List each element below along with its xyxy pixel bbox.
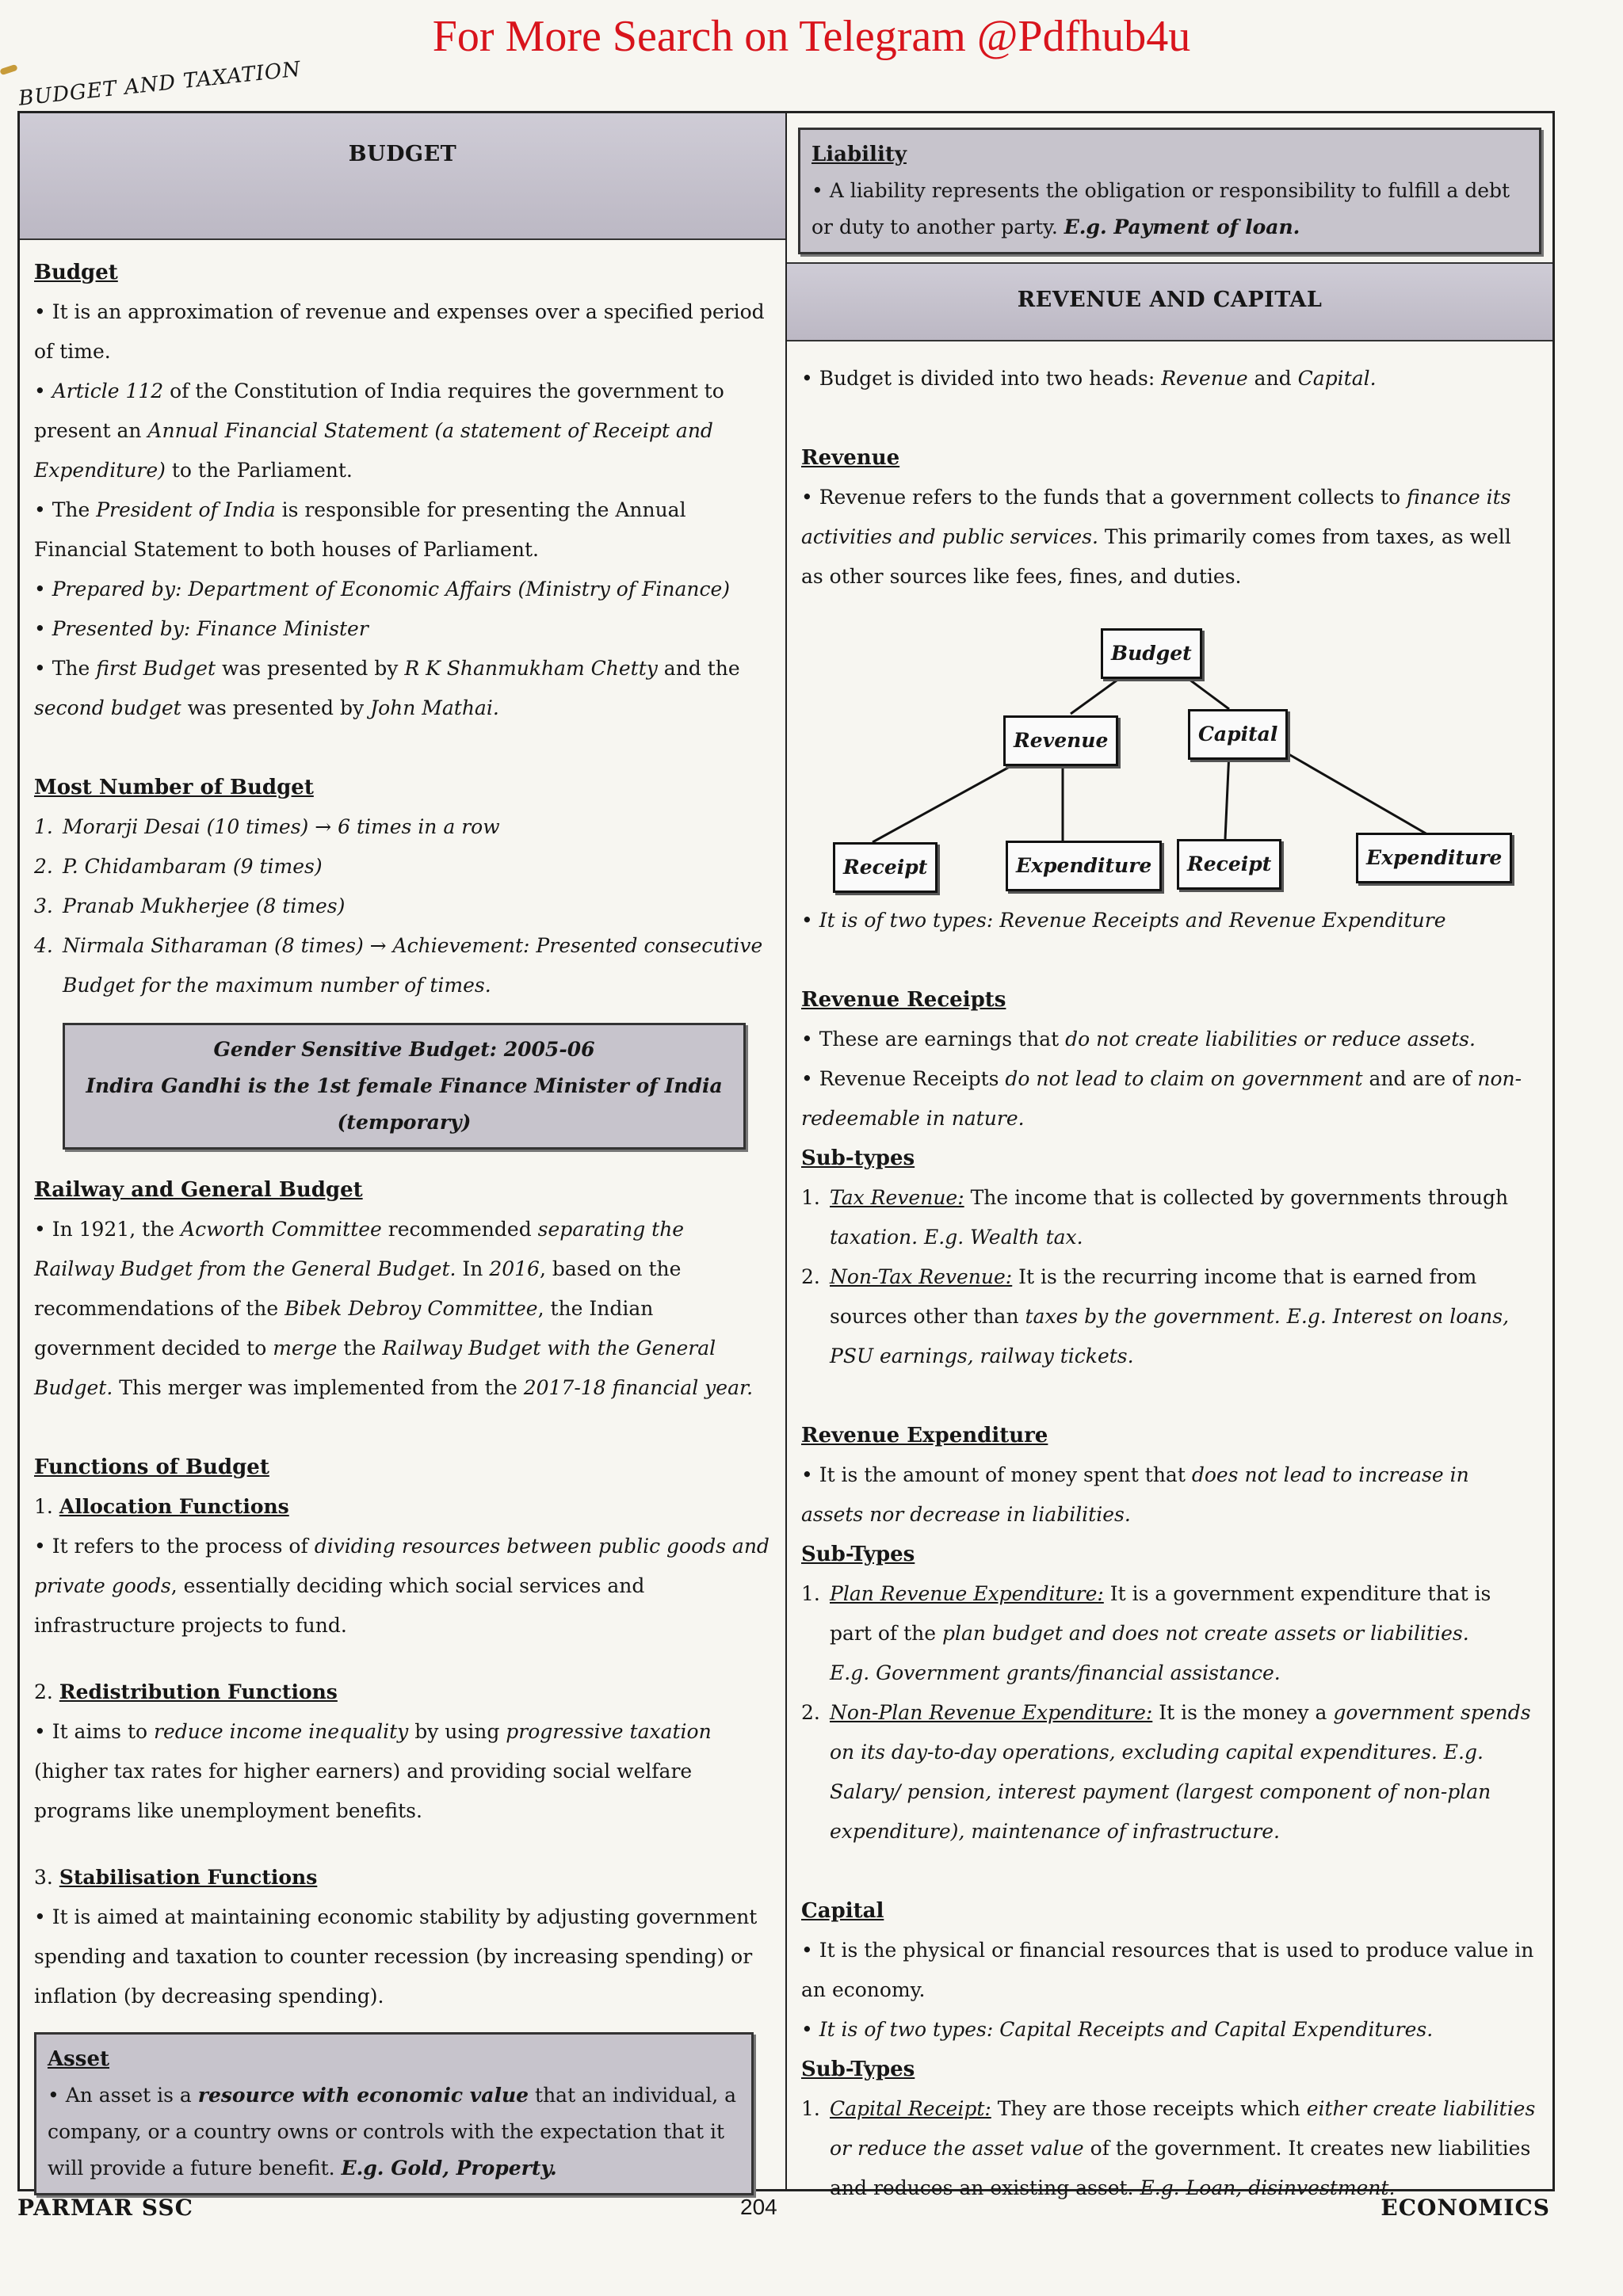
node-budget: Budget [1101,628,1202,679]
page-number: 204 [740,2195,777,2219]
revenue-definition: • Revenue refers to the funds that a government collects to finance its activities and public services. This primarily comes from taxes, as well as other sources like fees, fines, and duties. [801,486,1511,588]
connector-revenue-receipt [873,755,1031,842]
budget-tree-diagram [801,605,1537,890]
president-line: • The President of India is responsible for presenting the Annual Financial Statement to both houses of Parliament. [34,498,686,561]
article-112: • Article 112 of the Constitution of India requires the government to present an Annual Financial Statement (a statement of Receipt and Expenditure) to the Parliament. [34,379,724,482]
redistribution-text: • It aims to reduce income inequality by using progressive taxation (higher tax rates for higher earners) and providing social welfare programs like unemployment benefits. [34,1720,712,1822]
revenue-capital-section [787,359,1552,2208]
allocation-text: • It refers to the process of dividing resources between public goods and private goods, essentially deciding which social services and infrastructure projects to fund. [34,1535,769,1637]
gender-budget-box [63,1023,746,1150]
two-heads-line: • Budget is divided into two heads: Revenue and Capital. [801,367,1377,390]
node-revenue-expenditure: Expenditure [1006,841,1162,891]
allocation-title: 1. Allocation Functions [34,1495,289,1518]
railway-paragraph: • In 1921, the Acworth Committee recommended separating the Railway Budget from the General Budget. In 2016, based on the recommendations of the Bibek Debroy Committee, the Indian government decided to merge the Railway Budget with the General Budget. This merger was implemented from the 2017-18 financial year. [34,1218,754,1399]
non-tax-revenue-item: 2. Non-Tax Revenue: It is the recurring income that is earned from sources other than taxes by the government. E.g. Interest on loans, PSU earnings, railway tickets. [801,1265,1510,1367]
capital-p1: • It is the physical or financial resources that is used to produce value in an economy. [801,1939,1534,2001]
asset-box [34,2032,754,2195]
liability-text: • A liability represents the obligation or responsibility to fulfill a debt or duty to another party. E.g. Payment of loan. [812,179,1510,238]
footer-subject: ECONOMICS [1381,2195,1550,2221]
rev-receipts-subtypes: Sub-types [801,1146,915,1170]
pen-mark [0,64,18,75]
connector-capital-expenditure [1285,752,1427,834]
list-item: 3. Pranab Mukherjee (8 times) [34,894,346,917]
node-capital: Capital [1188,709,1288,760]
connector-capital-receipt [1225,752,1229,839]
capital-subtypes: Sub-Types [801,2058,915,2081]
revenue-receipts-heading: Revenue Receipts [801,988,1006,1012]
revenue-expenditure-heading: Revenue Expenditure [801,1424,1048,1447]
liability-box [798,128,1541,254]
node-revenue: Revenue [1003,715,1118,766]
rev-receipts-p1: • These are earnings that do not create liabilities or reduce assets. [801,1028,1476,1051]
functions-heading: Functions of Budget [34,1455,269,1479]
asset-text: • An asset is a resource with economic value that an individual, a company, or a country owns or controls with the expectation that it will provide a future benefit. E.g. Gold, Property. [48,2084,737,2180]
rev-exp-p1: • It is the amount of money spent that does not lead to increase in assets nor decrease in liabilities. [801,1463,1469,1526]
node-capital-expenditure: Expenditure [1356,833,1512,883]
budget-band: BUDGET [20,113,785,240]
budget-section [20,253,785,2195]
left-column [20,113,785,2189]
revenue-capital-band: REVENUE AND CAPITAL [787,262,1552,341]
redistribution-title: 2. Redistribution Functions [34,1680,338,1703]
telegram-watermark: For More Search on Telegram @Pdfhub4u [432,12,1191,61]
footer-publisher: PARMAR SSC [17,2195,193,2221]
right-column [787,113,1552,2199]
capital-heading: Capital [801,1899,884,1923]
gender-budget-line: Gender Sensitive Budget: 2005-06 [213,1038,595,1061]
budget-heading: Budget [34,261,118,284]
indira-gandhi-line: Indira Gandhi is the 1st female Finance Minister of India (temporary) [86,1074,723,1134]
presented-by: • Presented by: Finance Minister [34,617,369,640]
non-plan-revenue-item: 2. Non-Plan Revenue Expenditure: It is the money a government spends on its day-to-day operations, excluding capital expenditures. E.g. Salary/ pension, interest payment (largest component of non-plan expenditure), maintenance of infrastructure. [801,1701,1531,1843]
running-head: BUDGET AND TAXATION [17,57,303,111]
first-budget-line: • The first Budget was presented by R K Shanmukham Chetty and the second budget was presented by John Mathai. [34,657,740,719]
railway-heading: Railway and General Budget [34,1178,363,1202]
most-number-heading: Most Number of Budget [34,776,314,799]
revenue-two-types: • It is of two types: Revenue Receipts and Revenue Expenditure [801,909,1446,932]
capital-receipt-item: 1. Capital Receipt: They are those receipts which either create liabilities or reduce the asset value of the government. It creates new liabilities and reduces an existing asset. E.g. Loan, disinvestment. [801,2097,1536,2199]
rev-receipts-p2: • Revenue Receipts do not lead to claim on government and are of non-redeemable in nature. [801,1067,1522,1130]
node-capital-receipt: Receipt [1177,839,1281,890]
page-frame [17,111,1555,2199]
plan-revenue-item: 1. Plan Revenue Expenditure: It is a government expenditure that is part of the plan budget and does not create assets or liabilities. E.g. Government grants/financial assistance. [801,1582,1491,1684]
list-item: 4. Nirmala Sitharaman (8 times) → Achievement: Presented consecutive Budget for the maximum number of times. [34,934,763,997]
stabilisation-text: • It is aimed at maintaining economic stability by adjusting government spending and taxation to counter recession (by increasing spending) or inflation (by decreasing spending). [34,1905,758,2008]
rev-exp-subtypes: Sub-Types [801,1543,915,1566]
revenue-heading: Revenue [801,446,900,470]
capital-p2: • It is of two types: Capital Receipts and Capital Expenditures. [801,2018,1434,2041]
prepared-by: • Prepared by: Department of Economic Affairs (Ministry of Finance) [34,578,731,601]
tax-revenue-item: 1. Tax Revenue: The income that is collected by governments through taxation. E.g. Wealth tax. [801,1186,1509,1249]
stabilisation-title: 3. Stabilisation Functions [34,1866,318,1889]
node-revenue-receipt: Receipt [833,842,938,893]
list-item: 1. Morarji Desai (10 times) → 6 times in a row [34,815,500,838]
liability-title: Liability [812,143,907,166]
budget-definition: • It is an approximation of revenue and expenses over a specified period of time. [34,300,765,363]
asset-title: Asset [48,2047,109,2071]
list-item: 2. P. Chidambaram (9 times) [34,855,323,878]
